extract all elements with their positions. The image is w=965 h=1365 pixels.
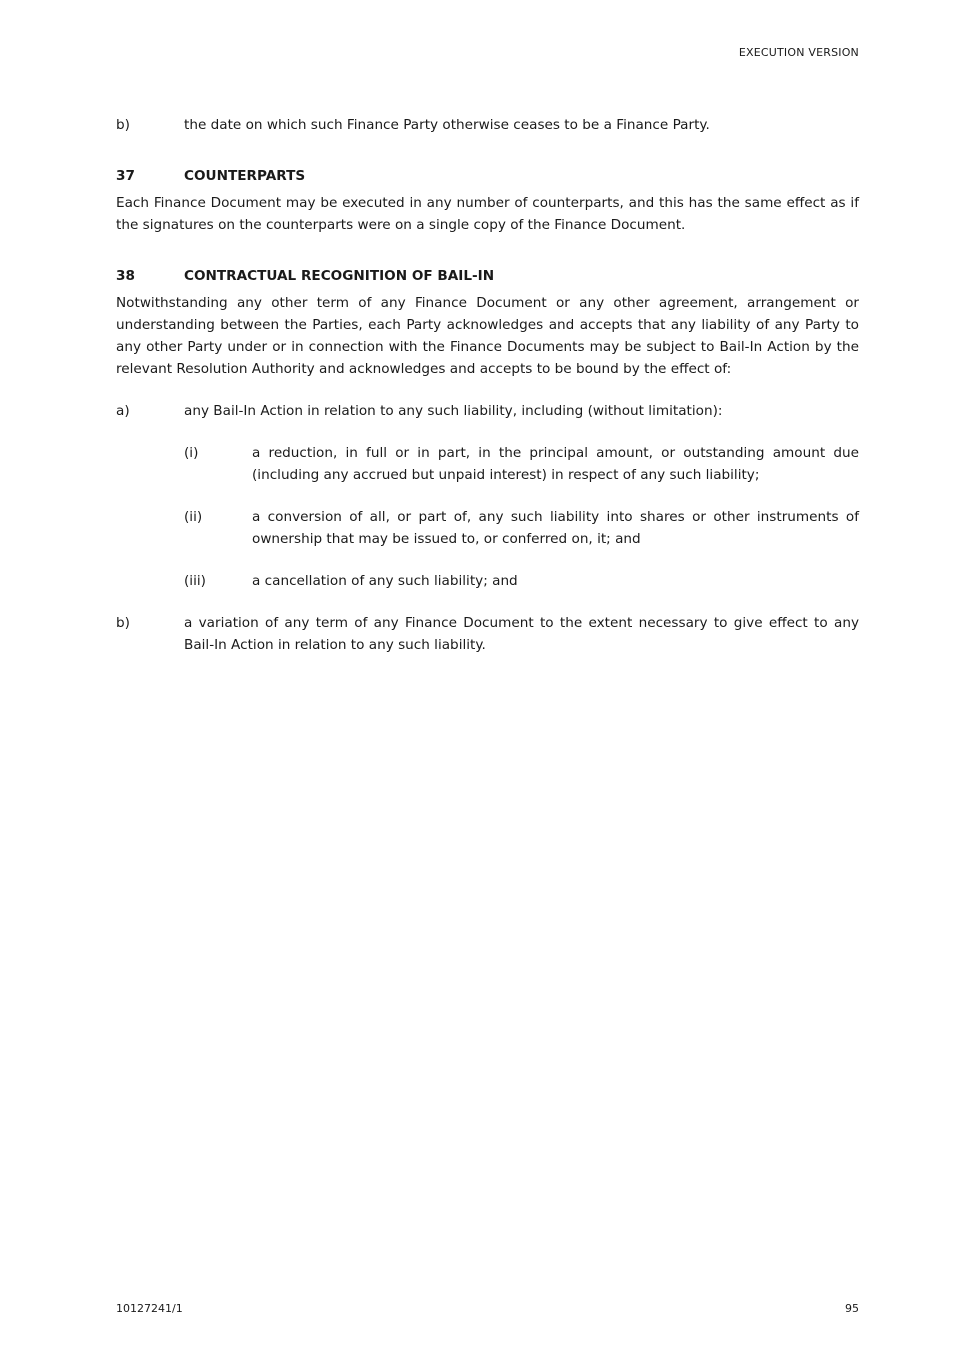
sub-item-ii bbox=[184, 506, 859, 550]
list-item-text: the date on which such Finance Party otherwise ceases to be a Finance Party. bbox=[184, 117, 710, 133]
section-38-heading bbox=[116, 265, 859, 287]
section-38-body: Notwithstanding any other term of any Finance Document or any other agreement, arrangement or understanding between the Parties, each Party acknowledges and accepts that any liability of any Party to any other Party under or in connection with the Finance Documents may be subject to Bail-In Action by the relevant Resolution Authority and acknowledges and accepts to be bound by the effect of: bbox=[116, 295, 859, 377]
document-body bbox=[116, 114, 859, 656]
section-number: 37 bbox=[116, 168, 135, 184]
sub-item-text: a reduction, in full or in part, in the principal amount, or outstanding amount due (including any accrued but unpaid interest) in respect of any such liability; bbox=[252, 445, 859, 483]
sub-marker: (ii) bbox=[184, 509, 203, 525]
sub-item-iii bbox=[184, 570, 859, 592]
sub-item-i bbox=[184, 442, 859, 486]
section-title: COUNTERPARTS bbox=[184, 168, 306, 184]
sub-marker: (iii) bbox=[184, 573, 206, 589]
page-header-version: EXECUTION VERSION bbox=[738, 46, 859, 59]
footer-doc-reference: 10127241/1 bbox=[116, 1302, 183, 1315]
section-37-body: Each Finance Document may be executed in any number of counterparts, and this has the same effect as if the signatures on the counterparts were on a single copy of the Finance Document. bbox=[116, 195, 859, 233]
list-item-text: a variation of any term of any Finance Document to the extent necessary to give effect to any Bail-In Action in relation to any such liability. bbox=[184, 615, 859, 653]
intro-list-item bbox=[116, 114, 859, 136]
section-title: CONTRACTUAL RECOGNITION OF BAIL-IN bbox=[184, 268, 495, 284]
section-number: 38 bbox=[116, 268, 135, 284]
sub-item-text: a cancellation of any such liability; and bbox=[252, 573, 518, 589]
list-item-text: any Bail-In Action in relation to any such liability, including (without limitation): bbox=[184, 403, 723, 419]
section-37-heading bbox=[116, 165, 859, 187]
list-marker: b) bbox=[116, 117, 130, 133]
list-item-b bbox=[116, 612, 859, 656]
list-item-a bbox=[116, 400, 859, 422]
footer-page-number: 95 bbox=[845, 1302, 859, 1315]
sub-marker: (i) bbox=[184, 445, 199, 461]
list-marker: b) bbox=[116, 615, 130, 631]
list-marker: a) bbox=[116, 403, 130, 419]
sub-item-text: a conversion of all, or part of, any such liability into shares or other instruments of ownership that may be issued to, or conferred on, it; and bbox=[252, 509, 859, 547]
